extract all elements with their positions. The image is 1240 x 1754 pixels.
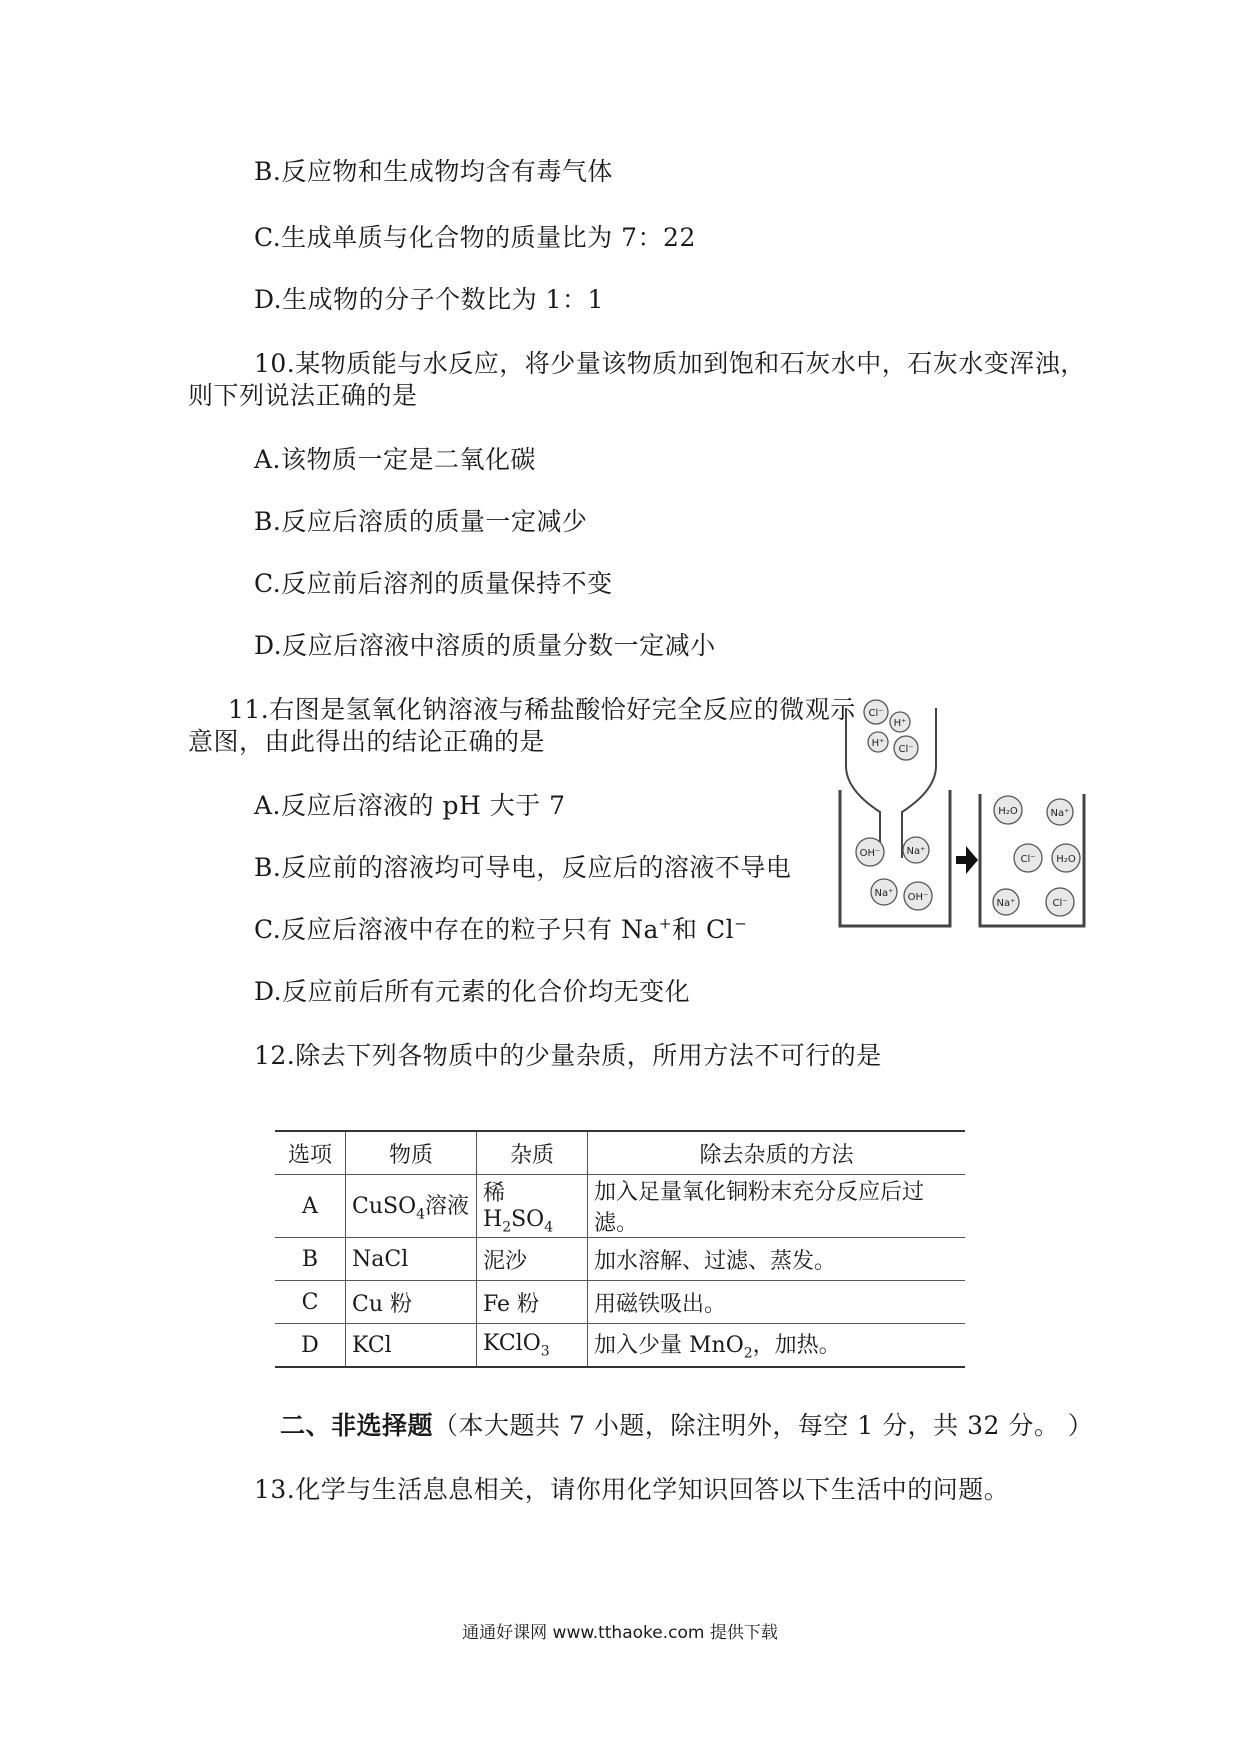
svg-text:Na⁺: Na⁺ <box>996 898 1016 909</box>
cell-method: 加水溶解、过滤、蒸发。 <box>588 1238 966 1281</box>
svg-text:H⁺: H⁺ <box>871 738 885 749</box>
funnel-ion-3 <box>868 732 888 752</box>
table-row <box>275 1324 965 1368</box>
neutralization-diagram <box>838 678 1088 938</box>
right-ion-5 <box>993 889 1019 915</box>
q9-option-d: D.生成物的分子个数比为 1：1 <box>254 285 604 314</box>
footer-credit: 通通好课网 www.tthaoke.com 提供下载 <box>462 1623 778 1643</box>
cell-option: D <box>275 1324 346 1368</box>
table-row <box>275 1281 965 1324</box>
arrow-icon <box>956 846 978 874</box>
svg-text:Cl⁻: Cl⁻ <box>1052 898 1068 909</box>
cell-option: A <box>275 1175 346 1238</box>
cell-substance: CuSO$_4$溶液 <box>346 1175 477 1238</box>
right-ion-4 <box>1052 844 1080 872</box>
cell-impurity: KClO$_3$ <box>477 1324 588 1368</box>
q11-stem-line1: 11.右图是氢氧化钠溶液与稀盐酸恰好完全反应的微观示 <box>228 695 856 724</box>
q10-option-a: A.该物质一定是二氧化碳 <box>254 445 537 474</box>
section2-note: （本大题共 7 小题，除注明外，每空 1 分，共 32 分。 ） <box>433 1411 1094 1440</box>
section2-heading <box>280 1406 1093 1442</box>
left-ion-3 <box>871 879 897 905</box>
funnel-ion-4 <box>894 736 918 760</box>
svg-text:H₂O: H₂O <box>998 806 1018 817</box>
table-row <box>275 1238 965 1281</box>
svg-text:Cl⁻: Cl⁻ <box>898 744 914 755</box>
cell-impurity: 泥沙 <box>477 1238 588 1281</box>
q10-option-c: C.反应前后溶剂的质量保持不变 <box>254 569 613 598</box>
funnel-ion-2 <box>890 712 910 732</box>
cell-option: B <box>275 1238 346 1281</box>
cell-substance: NaCl <box>346 1238 477 1281</box>
q9-option-c: C.生成单质与化合物的质量比为 7：22 <box>254 223 696 252</box>
right-ion-6 <box>1046 888 1074 916</box>
left-ion-1 <box>856 838 884 866</box>
q11-stem-line2: 意图，由此得出的结论正确的是 <box>188 727 546 756</box>
svg-text:Na⁺: Na⁺ <box>874 888 894 899</box>
impurity-removal-table <box>275 1130 965 1368</box>
q11-option-c: C.反应后溶液中存在的粒子只有 Na+和 Cl− <box>254 914 748 944</box>
q13-stem: 13.化学与生活息息相关，请你用化学知识回答以下生活中的问题。 <box>254 1475 1010 1504</box>
q10-stem-line1: 10.某物质能与水反应，将少量该物质加到饱和石灰水中，石灰水变浑浊， <box>254 349 1086 378</box>
svg-text:OH⁻: OH⁻ <box>907 892 929 903</box>
cell-substance: Cu 粉 <box>346 1281 477 1324</box>
q12-stem: 12.除去下列各物质中的少量杂质，所用方法不可行的是 <box>254 1041 882 1070</box>
left-ion-2 <box>903 837 929 863</box>
col-header-option: 选项 <box>275 1131 346 1175</box>
cell-option: C <box>275 1281 346 1324</box>
cell-impurity: Fe 粉 <box>477 1281 588 1324</box>
q9-option-b: B.反应物和生成物均含有毒气体 <box>254 157 613 186</box>
cell-method: 用磁铁吸出。 <box>588 1281 966 1324</box>
right-ion-3 <box>1014 844 1042 872</box>
cell-substance: KCl <box>346 1324 477 1368</box>
svg-text:Cl⁻: Cl⁻ <box>868 708 884 719</box>
svg-text:OH⁻: OH⁻ <box>859 848 881 859</box>
q10-stem-line2: 则下列说法正确的是 <box>188 381 418 410</box>
svg-text:Cl⁻: Cl⁻ <box>1020 854 1036 865</box>
q11-option-a: A.反应后溶液的 pH 大于 7 <box>254 791 566 820</box>
svg-text:H₂O: H₂O <box>1056 854 1076 865</box>
cell-method: 加入足量氧化铜粉末充分反应后过滤。 <box>588 1175 966 1238</box>
col-header-substance: 物质 <box>346 1131 477 1175</box>
q10-option-d: D.反应后溶液中溶质的质量分数一定减小 <box>254 631 716 660</box>
right-ion-2 <box>1047 799 1073 825</box>
funnel-outline <box>846 708 936 858</box>
svg-text:Na⁺: Na⁺ <box>1050 808 1070 819</box>
right-ion-1 <box>994 796 1022 824</box>
q11-option-d: D.反应前后所有元素的化合价均无变化 <box>254 977 691 1006</box>
funnel-ion-1 <box>864 700 888 724</box>
svg-text:Na⁺: Na⁺ <box>906 846 926 857</box>
table-row <box>275 1175 965 1238</box>
q10-option-b: B.反应后溶质的质量一定减少 <box>254 507 588 536</box>
cell-method: 加入少量 MnO$_2$，加热。 <box>588 1324 966 1368</box>
left-ion-4 <box>904 882 932 910</box>
col-header-impurity: 杂质 <box>477 1131 588 1175</box>
section2-title: 二、非选择题 <box>280 1411 434 1440</box>
cell-impurity: 稀 $H_2SO_4$ <box>477 1175 588 1238</box>
svg-text:H⁺: H⁺ <box>893 718 907 729</box>
table-header-row <box>275 1131 965 1175</box>
q11-option-b: B.反应前的溶液均可导电，反应后的溶液不导电 <box>254 853 792 882</box>
col-header-method: 除去杂质的方法 <box>588 1131 966 1175</box>
